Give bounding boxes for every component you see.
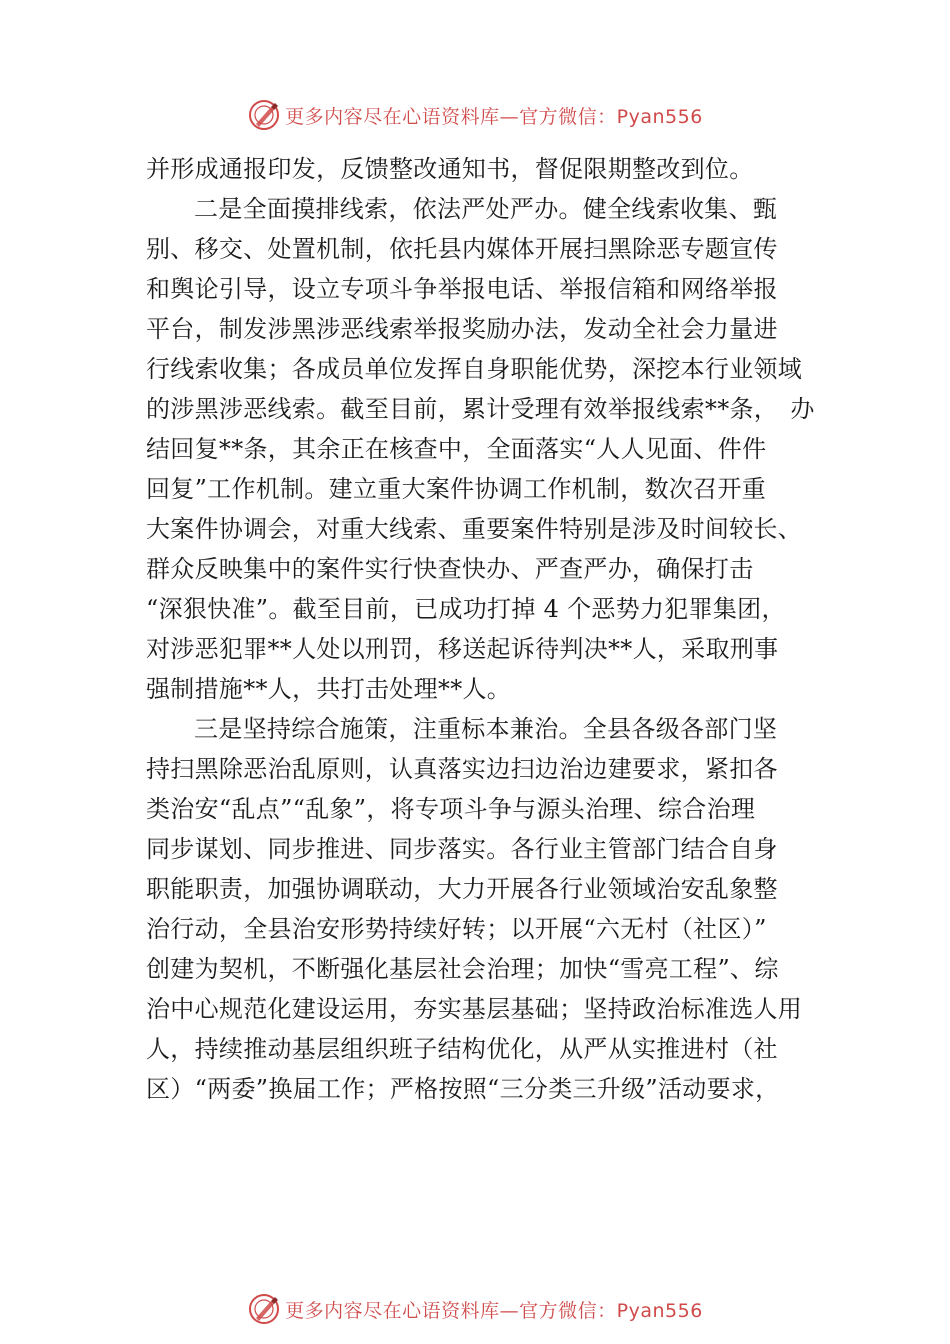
text-line: 群众反映集中的案件实行快查快办、严查严办，确保打击 [146, 555, 754, 583]
text-line: 创建为契机，不断强化基层社会治理；加快“雪亮工程”、综 [146, 955, 779, 983]
paragraph-first-line: 二是全面摸排线索，依法严处严办。健全线索收集、甄 [194, 195, 778, 223]
text-line: 对涉恶犯罪**人处以刑罚，移送起诉待判决**人，采取刑事 [146, 635, 779, 663]
text-line: 持扫黑除恶治乱原则，认真落实边扫边治边建要求，紧扣各 [146, 755, 778, 783]
document-body [146, 149, 826, 1109]
footer-watermark [0, 1289, 950, 1329]
paragraph-first-line: 三是坚持综合施策，注重标本兼治。全县各级各部门坚 [194, 715, 778, 743]
text-line: 治行动，全县治安形势持续好转；以开展“六无村（社区）” [146, 915, 767, 943]
watermark-wechat-id: Pyan556 [616, 105, 703, 128]
text-line: 平台，制发涉黑涉恶线索举报奖励办法，发动全社会力量进 [146, 315, 778, 343]
watermark-label: 更多内容尽在心语资料库—官方微信： [285, 105, 617, 128]
pen-logo-icon [247, 98, 281, 132]
pen-logo-icon [247, 1292, 281, 1326]
header-watermark [0, 95, 950, 135]
text-line: 区）“两委”换届工作；严格按照“三分类三升级”活动要求， [146, 1075, 780, 1103]
text-line: 回复”工作机制。建立重大案件协调工作机制，数次召开重 [146, 475, 767, 503]
text-line: 大案件协调会，对重大线索、重要案件特别是涉及时间较长、 [146, 515, 803, 543]
text-line: 的涉黑涉恶线索。截至目前，累计受理有效举报线索**条， 办 [146, 395, 815, 423]
text-line: 别、移交、处置机制，依托县内媒体开展扫黑除恶专题宣传 [146, 235, 778, 263]
text-line: 治中心规范化建设运用，夯实基层基础；坚持政治标准选人用 [146, 995, 803, 1023]
text-line: 类治安“乱点”“乱象”，将专项斗争与源头治理、综合治理 [146, 795, 756, 823]
text-line: 并形成通报印发，反馈整改通知书，督促限期整改到位。 [146, 155, 754, 183]
text-line: 结回复**条，其余正在核查中，全面落实“人人见面、件件 [146, 435, 767, 463]
text-line: 强制措施**人，共打击处理**人。 [146, 675, 512, 703]
text-line: 职能职责，加强协调联动，大力开展各行业领域治安乱象整 [146, 875, 778, 903]
text-line: 和舆论引导，设立专项斗争举报电话、举报信箱和网络举报 [146, 275, 778, 303]
watermark-text [285, 1296, 703, 1323]
watermark-label: 更多内容尽在心语资料库—官方微信： [285, 1299, 617, 1322]
text-line: 人，持续推动基层组织班子结构优化，从严从实推进村（社 [146, 1035, 778, 1063]
text-line: 同步谋划、同步推进、同步落实。各行业主管部门结合自身 [146, 835, 778, 863]
watermark-wechat-id: Pyan556 [616, 1299, 703, 1322]
text-line: “深狠快准”。截至目前，已成功打掉 4 个恶势力犯罪集团， [146, 595, 786, 623]
watermark-text [285, 102, 703, 129]
text-line: 行线索收集；各成员单位发挥自身职能优势，深挖本行业领域 [146, 355, 803, 383]
